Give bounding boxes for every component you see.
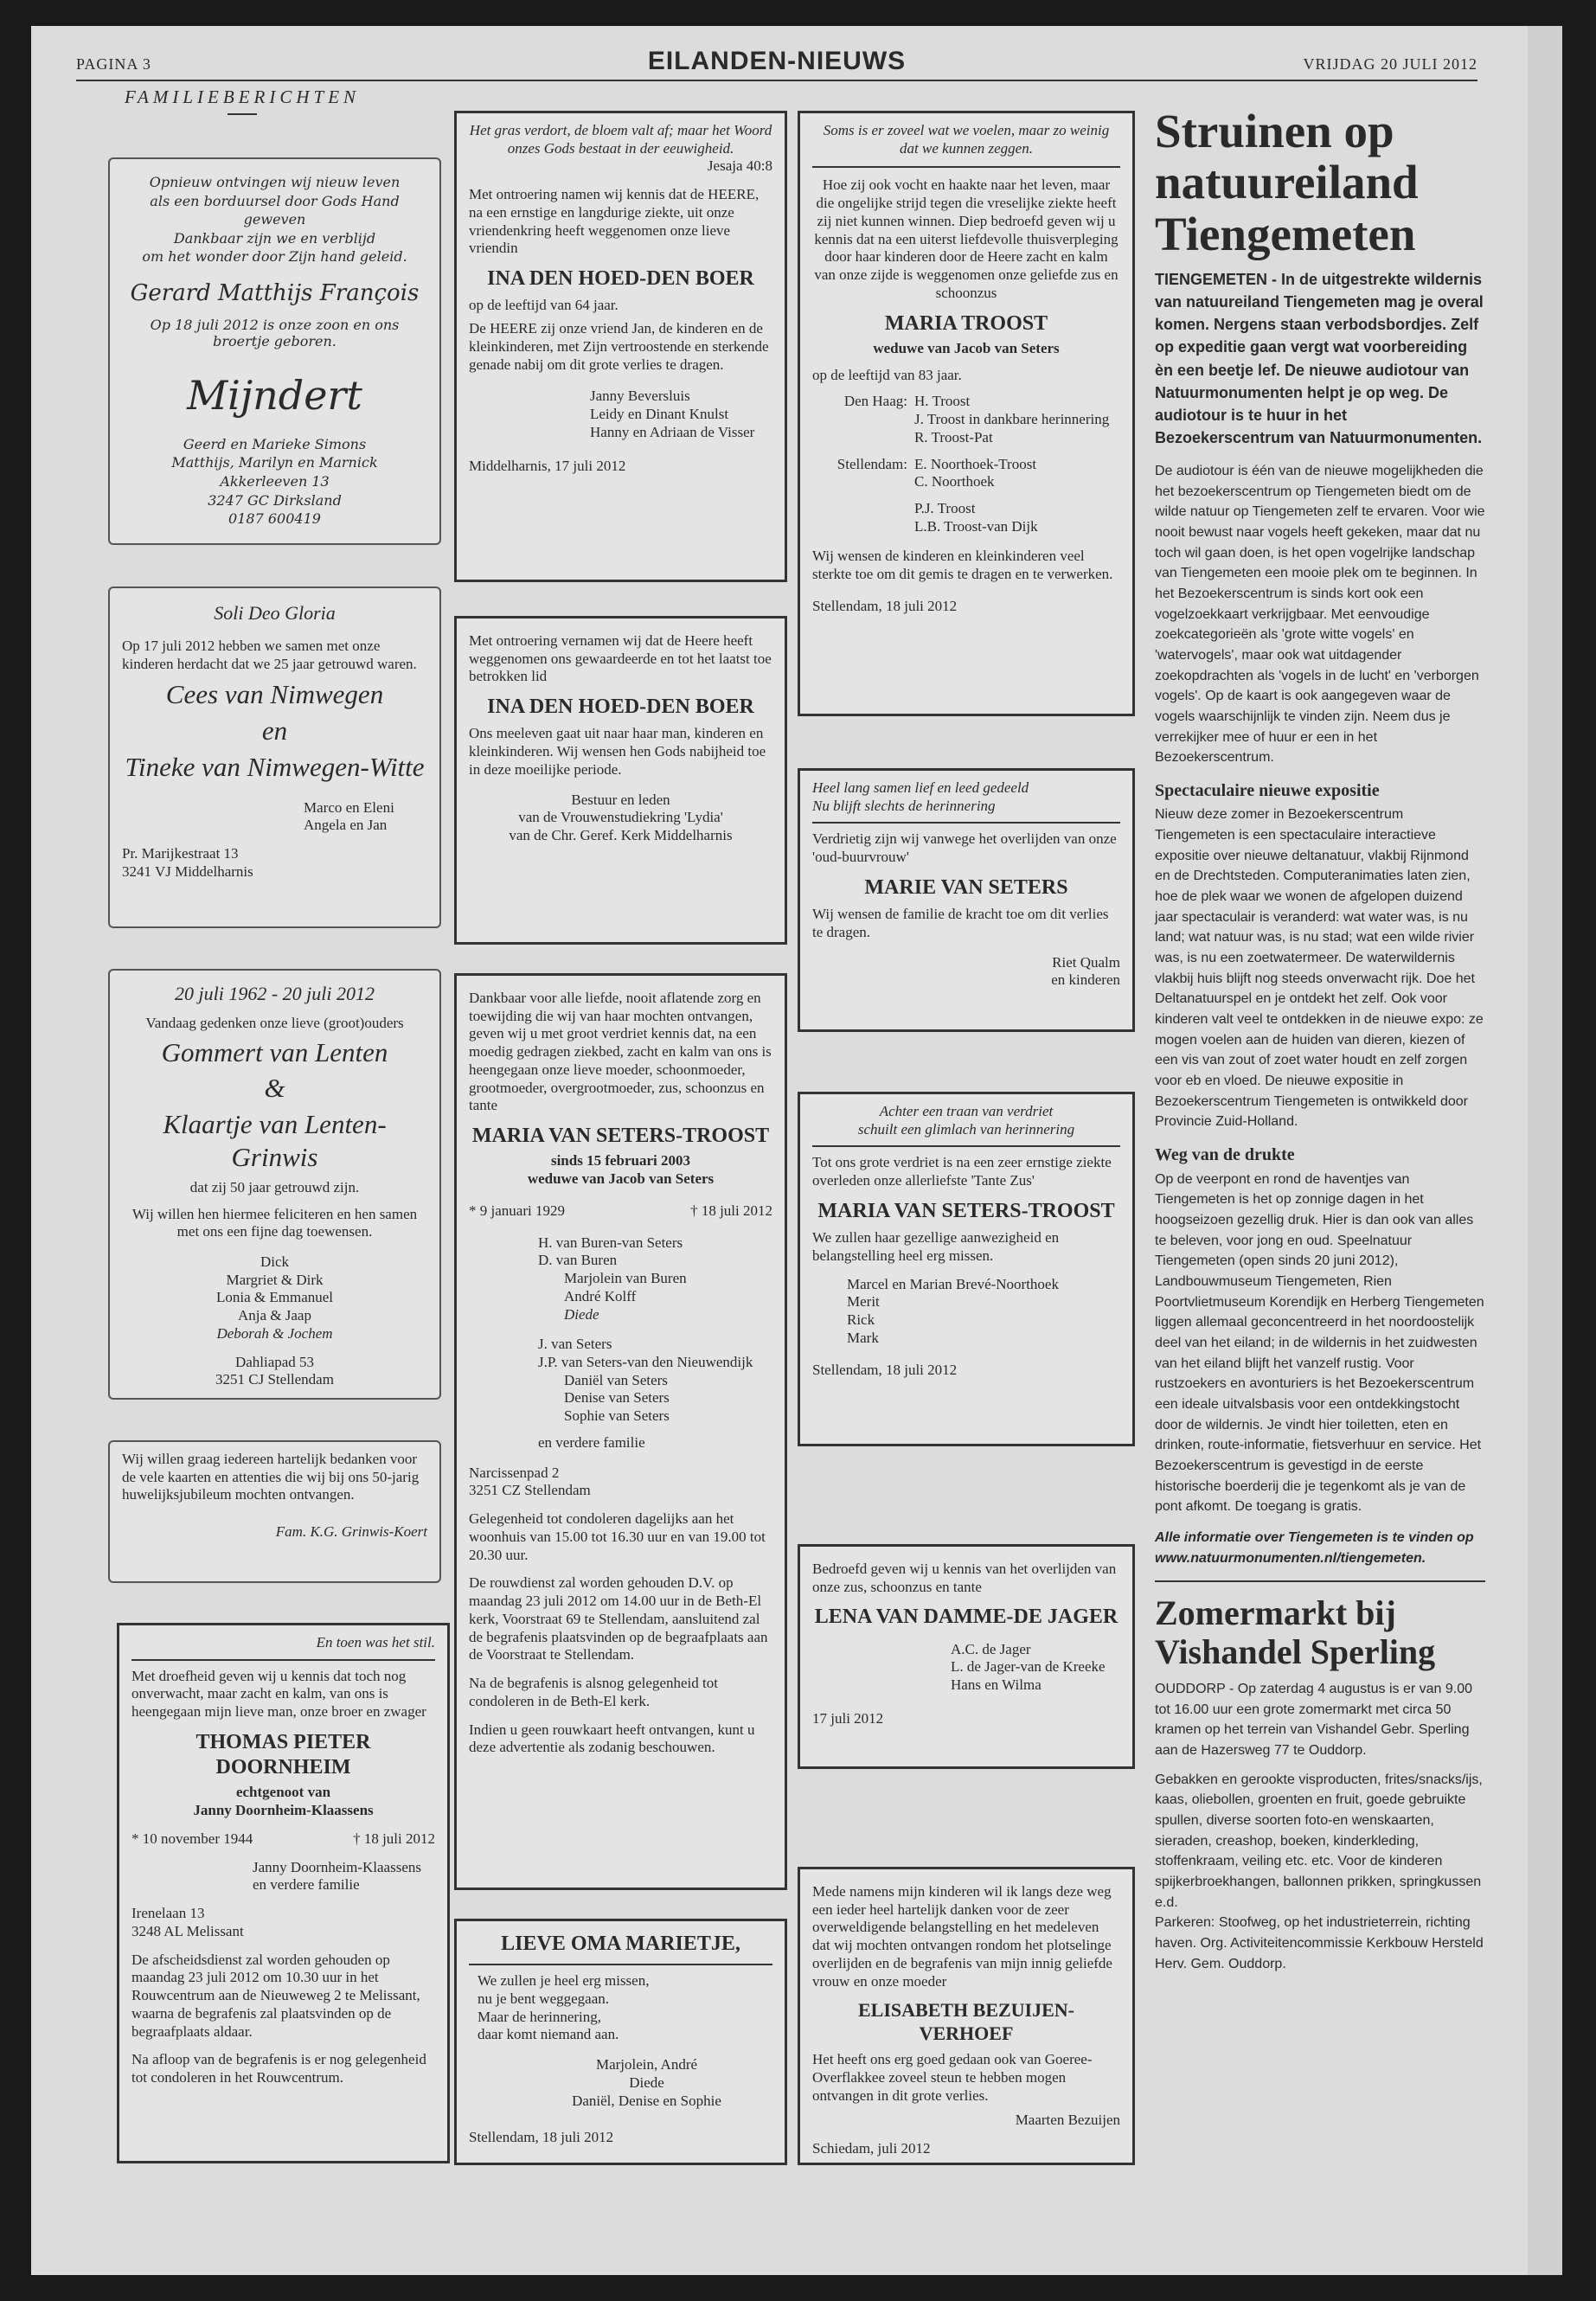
subheading: Weg van de drukte xyxy=(1155,1145,1295,1165)
article-paragraph: Parkeren: Stoofweg, op het industrieterrein, richting haven. Org. Activiteitencommissie Kerkbouw Hersteld Herv. Gem. Ouddorp. xyxy=(1155,1915,1484,1971)
article-paragraph: De audiotour is één van de nieuwe mogelijkheden die het bezoekerscentrum op Tiengemeten biedt om de wilde natuur op Tiengemeten zelf te ervaren. Voor wie nooit bewust naar vogels heeft gekeken, maar dat nu toch wil gaan doen, is het open vogelrijke landschap van Tiengemeten een mooie plek om te beginnen. In het Bezoekerscentrum is sinds kort ook een vogelzoekkaart verkrijgbaar. Met eenvoudige zoekcategorieën als 'grote witte vogels' en 'watervogels', maar ook wat uitdagender zoekopdrachten als 'vogels in de lucht' en 'verborgen vogels'. Op de kaart is ook aangegeven waar de vogels waarschijnlijk te vinden zijn. Neem dus je verrekijker mee of huur er een in het Bezoekerscentrum. xyxy=(1155,463,1485,766)
bible-quote: Het gras verdort, de bloem valt af; maar het Woord onzes Gods bestaat in der eeuwigheid. xyxy=(469,122,772,157)
condolence-info: Gelegenheid tot condoleren dagelijks aan het woonhuis van 15.00 tot 16.30 uur en van 19.00 tot 20.30 uur. xyxy=(469,1510,766,1563)
ad-text: Hoe zij ook vocht en haakte naar het leven, maar die ongelijke strijd tegen die vreselijke ziekte heeft zij niet kunnen winnen. Diep bedroefd geven wij u kennis dat na een uiterst liefdevolle thuisverpleging door haar kinderen door de Heere zacht en kalm van onze zijde is weggenomen onze geliefde zus en schoonzus xyxy=(814,176,1118,301)
quote: Soms is er zoveel wat we voelen, maar zo weinig dat we kunnen zeggen. xyxy=(823,122,1110,157)
ad-text: Mede namens mijn kinderen wil ik langs deze weg een ieder heel hartelijk danken voor de zeer overweldigende belangstelling en het medeleven dat wij mochten ontvangen rondom het plotselinge overlijden en de begrafenis van mijn innig geliefde vrouw en onze moeder xyxy=(812,1883,1112,1990)
family-line: L.B. Troost-van Dijk xyxy=(914,517,1038,535)
family-line: Anja & Jaap xyxy=(238,1307,311,1324)
article-paragraph: Nieuw deze zomer in Bezoekerscentrum Tiengemeten is een spectaculaire interactieve expositie over nieuwe deltanatuur, vlakbij Rijnmond en de Drechtsteden. Computeranimaties laten zien, hoe de plek waar we wonen de afgelopen duizend jaar spectaculair is veranderd: wat water was, is nu land; wat natuur was, is nu stad; wat een wilde rivier was, is nu een zoetwatermeer. De waterwildernis vlakbij huis blijft nog steeds onverwacht rijk. Doe het Deltanatuurspel en je ontdekt het zelf. Ook voor kinderen valt veel te ontdekken in de nieuwe expo: ze mogen voelen aan de huiden van dieren, kiezen of een vis van zout of zoet water houdt en zelf zorgen voor eb en vloed. De nieuwe expositie in Bezoekerscentrum Tiengemeten is ontwikkeld door Provincie Zuid-Holland. xyxy=(1155,807,1484,1130)
family-line: Margriet & Dirk xyxy=(226,1271,324,1288)
address-line: 3248 AL Melissant xyxy=(131,1922,244,1939)
signature: Fam. K.G. Grinwis-Koert xyxy=(275,1523,427,1541)
parents-line: Matthijs, Marilyn en Marnick xyxy=(171,454,378,471)
obituary-thomas xyxy=(117,1623,450,2163)
deceased-name: MARIE VAN SETERS xyxy=(864,875,1068,899)
motto: En toen was het stil. xyxy=(316,1634,435,1650)
obituary-lena xyxy=(798,1544,1135,1769)
address-line: 3251 CJ Stellendam xyxy=(215,1371,334,1388)
place-date: Stellendam, 18 juli 2012 xyxy=(812,1361,958,1378)
children-line: Marco en Eleni xyxy=(304,798,394,816)
family-line: J. Troost in dankbare herinnering xyxy=(914,411,1110,428)
family-line: Dick xyxy=(260,1253,290,1271)
wish: Wij willen hen hiermee feliciteren en hen samen met ons een fijne dag toewensen. xyxy=(131,1205,418,1240)
baby-full-name: Gerard Matthijs François xyxy=(130,279,420,306)
family-line: E. Noorthoek-Troost xyxy=(914,455,1037,472)
signer: Janny Beversluis xyxy=(590,388,690,405)
parents-line: Akkerleeven 13 xyxy=(220,473,330,490)
condolence-info: Na afloop van de begrafenis is er nog gelegenheid tot condoleren in het Rouwcentrum. xyxy=(131,2051,426,2086)
family-line: P.J. Troost xyxy=(914,500,976,517)
family-line: Janny Doornheim-Klaassens xyxy=(253,1858,421,1875)
date: 17 juli 2012 xyxy=(812,1709,884,1727)
note: Indien u geen rouwkaart heeft ontvangen, kunt u deze advertentie als zodanig beschouwen. xyxy=(469,1721,755,1756)
ad-title: LIEVE OMA MARIETJE, xyxy=(501,1932,740,1955)
address-line: 3241 VJ Middelharnis xyxy=(122,862,253,880)
age-line: op de leeftijd van 64 jaar. xyxy=(469,297,619,314)
connector: en xyxy=(261,715,288,747)
article-paragraph: Gebakken en gerookte visproducten, frites/snacks/ijs, kaas, oliebollen, groenten en fruit, goede gebruikte spullen, diverse soorten foto-en wenskaarten, sieraden, creashop, boeken, kinderkleding, stoffenkraam, veiling etc. etc. Voor de kinderen spijkerbroekhangen, ballonnen prikken, springkussen e.d. xyxy=(1155,1772,1483,1910)
deceased-name: ELISABETH BEZUIJEN-VERHOEF xyxy=(857,1999,1075,2045)
signature: Maarten Bezuijen xyxy=(1015,2112,1120,2129)
address-line: Irenelaan 13 xyxy=(131,1905,205,1922)
birth-date: * 9 januari 1929 xyxy=(469,1202,565,1219)
obituary-maria-troost xyxy=(798,111,1135,716)
quote-line: Heel lang samen lief en leed gedeeld xyxy=(812,779,1029,796)
signer: Daniël, Denise en Sophie xyxy=(572,2092,721,2109)
family-line: D. van Buren xyxy=(538,1252,618,1269)
ad-text: Met droefheid geven wij u kennis dat toch nog onverwacht, maar zacht en kalm, van ons is heengegaan mijn lieve man, onze broer en zwager xyxy=(131,1667,426,1721)
signer: Bestuur en leden xyxy=(571,791,670,808)
ad-text: Bedroefd geven wij u kennis van het overlijden van onze zus, schoonzus en tante xyxy=(812,1561,1117,1595)
after-info: Na de begrafenis is alsnog gelegenheid tot condoleren in de Beth-El kerk. xyxy=(469,1675,718,1709)
signer: Hans en Wilma xyxy=(951,1676,1042,1694)
wish: Wij wensen de kinderen en kleinkinderen veel sterkte toe om dit gemis te dragen en te verwerken. xyxy=(812,548,1113,583)
signer: Hanny en Adriaan de Visser xyxy=(590,423,755,440)
wish: Ons meeleven gaat uit naar haar man, kinderen en kleinkinderen. Wij wensen hen Gods nabijheid toe in deze moeilijke periode. xyxy=(469,725,766,778)
family-line: Marjolein van Buren xyxy=(564,1270,687,1287)
place-date: Stellendam, 18 juli 2012 xyxy=(812,597,958,614)
signer: Diede xyxy=(629,2073,664,2091)
article-title: Zomermarkt bij Vishandel Sperling xyxy=(1155,1593,1436,1672)
section-title: FAMILIEBERICHTEN xyxy=(76,87,408,115)
bible-reference: Jesaja 40:8 xyxy=(707,157,772,175)
deceased-name: MARIA VAN SETERS-TROOST xyxy=(817,1199,1115,1222)
signer: Merit xyxy=(847,1293,880,1311)
poem-line: Opnieuw ontvingen wij nieuw leven xyxy=(149,174,401,190)
page-edge xyxy=(1528,26,1562,2275)
signer: Marjolein, André xyxy=(595,2056,698,2073)
anniversary-dates: 20 juli 1962 - 20 juli 2012 xyxy=(175,983,375,1004)
poem-line: om het wonder door Zijn hand geleid. xyxy=(142,248,407,266)
wish: We zullen haar gezellige aanwezigheid en belangstelling heel erg missen. xyxy=(812,1229,1060,1264)
deceased-name: LENA VAN DAMME-DE JAGER xyxy=(814,1606,1118,1629)
wish: Wij wensen de familie de kracht toe om dit verlies te dragen. xyxy=(812,906,1109,940)
obituary-ina-friends xyxy=(454,111,787,582)
deceased-name: INA DEN HOED-DEN BOER xyxy=(487,267,754,291)
poem-line: Dankbaar zijn we en verblijd xyxy=(173,229,376,247)
ad-intro: Vandaag gedenken onze lieve (groot)ouders xyxy=(145,1014,404,1031)
article-lead: TIENGEMETEN - In de uitgestrekte wildernis van natuureiland Tiengemeten mag je overal komen. Nergens staan verbodsbordjes. Zelf op expeditie gaan vergt wat voorbereiding èn een beetje lef. De nieuwe audiotour van Natuurmonumenten helpt je op weg. De audiotour is te huur in het Bezoekerscentrum van Natuurmonumenten. xyxy=(1155,271,1484,446)
ad-text: Tot ons grote verdriet is na een zeer ernstige ziekte overleden onze allerliefste 'Tante Zus' xyxy=(812,1154,1112,1189)
issue-date: VRIJDAG 20 JULI 2012 xyxy=(1303,55,1477,73)
article-paragraph: Op de veerpont en rond de haventjes van Tiengemeten is het op zonnige dagen in het hoogseizoen gezellig druk. Hier is dan ook van alles te beleven, voor jong en oud. Speelnatuur Tiengemeten (open sinds 20 juni 2012), Landbouwmuseum Tiengemeten, Rien Poortvlietmuseum Korendijk en Herberg Tiengemeten liggen allemaal geconcentreerd in het noordoostelijk deel van het eiland; in de wildernis in het zuidwesten van het eiland blijft het vanzelf rustig. Voor rustzoekers en avonturiers is het Bezoekerscentrum een ideale uitvalsbasis voor een ontdekkingstocht door de wildernis. Je vindt hier toiletten, eten en drinken, route-informatie, fietsverhuur en service. Het Bezoekerscentrum is gevestigd in de eerste historische boerderij die je tegenkomt als je van de pont afkomt. De toegang is gratis. xyxy=(1155,1171,1484,1515)
signer: L. de Jager-van de Kreeke xyxy=(951,1658,1106,1676)
sub-line: weduwe van Jacob van Seters xyxy=(527,1170,715,1188)
ad-text: Verdrietig zijn wij vanwege het overlijden van onze 'oud-buurvrouw' xyxy=(812,830,1117,866)
quote-line: Nu blijft slechts de herinnering xyxy=(812,797,996,814)
sub-line: sinds 15 februari 2003 xyxy=(550,1152,691,1170)
obituary-tante-zus xyxy=(798,1092,1135,1446)
family-line: J.P. van Seters-van den Nieuwendijk xyxy=(538,1354,753,1371)
signer: van de Vrouwenstudiekring 'Lydia' xyxy=(518,809,723,826)
wish: De HEERE zij onze vriend Jan, de kinderen en de kleinkinderen, met Zijn vertroostende en sterkende genade nabij om dit grote verlies te dragen. xyxy=(469,320,769,373)
signer: en kinderen xyxy=(1051,971,1120,989)
parents-line: 0187 600419 xyxy=(228,510,321,528)
ad-text-2: Het heeft ons erg goed gedaan ook van Goeree-Overflakkee zoveel steun te hebben mogen ontvangen in dit grote verlies. xyxy=(812,2051,1093,2104)
place-date: Schiedam, juli 2012 xyxy=(812,2140,931,2157)
connector: & xyxy=(264,1073,285,1104)
signer: Mark xyxy=(847,1329,879,1346)
parents-line: 3247 GC Dirksland xyxy=(208,491,342,509)
birth-date: * 10 november 1944 xyxy=(131,1830,253,1847)
ad-text: Wij willen graag iedereen hartelijk bedanken voor de vele kaarten en attenties die wij bij ons 50-jarig huwelijksjubileum mochten ontvangen. xyxy=(122,1451,420,1503)
poem-line: daar komt niemand aan. xyxy=(478,2026,619,2043)
place-date: Stellendam, 18 juli 2012 xyxy=(469,2129,614,2146)
page-number: PAGINA 3 xyxy=(76,55,151,73)
oma-marietje-ad xyxy=(454,1919,787,2165)
obituary-ina-lydia xyxy=(454,616,787,945)
death-date: † 18 juli 2012 xyxy=(690,1202,772,1219)
family-place: Den Haag: xyxy=(843,393,907,410)
page-header xyxy=(76,45,1477,81)
anniversary-25-ad xyxy=(108,586,441,928)
poem-line: We zullen je heel erg missen, xyxy=(478,1972,650,1990)
family-line: en verdere familie xyxy=(538,1433,645,1451)
children-line: Angela en Jan xyxy=(304,817,388,834)
masthead: EILANDEN-NIEUWS xyxy=(647,47,907,75)
spouse-line: echtgenoot van xyxy=(235,1784,331,1801)
quote-line: schuilt een glimlach van herinnering xyxy=(857,1120,1075,1138)
name-wife: Tineke van Nimwegen-Witte xyxy=(125,751,425,782)
sub-line: weduwe van Jacob van Seters xyxy=(873,339,1060,356)
family-line: R. Troost-Pat xyxy=(914,428,993,445)
ad-text: Met ontroering namen wij kennis dat de HEERE, na een ernstige en langdurige ziekte, uit onze vriendenkring heeft weggenomen onze lieve vriendin xyxy=(469,186,760,257)
years-married: dat zij 50 jaar getrouwd zijn. xyxy=(189,1178,360,1195)
family-line: C. Noorthoek xyxy=(914,473,995,490)
poem-line: als een borduursel door Gods Hand geweven xyxy=(150,192,400,228)
birth-announcement xyxy=(108,157,441,545)
thank-you-elisabeth xyxy=(798,1867,1135,2165)
signer: Leidy en Dinant Knulst xyxy=(590,406,729,423)
family-place: Stellendam: xyxy=(836,455,907,472)
article-tiengemeten xyxy=(1155,106,1485,1974)
signer: Marcel en Marian Brevé-Noorthoek xyxy=(847,1275,1059,1292)
thank-you-ad xyxy=(108,1440,441,1583)
quote-line: Achter een traan van verdriet xyxy=(879,1103,1054,1119)
address-line: Narcissenpad 2 xyxy=(469,1464,560,1481)
family-line: J. van Seters xyxy=(538,1336,612,1353)
family-line: André Kolff xyxy=(564,1287,637,1304)
motto: Soli Deo Gloria xyxy=(214,602,336,624)
signer: Rick xyxy=(847,1311,875,1329)
signer: A.C. de Jager xyxy=(951,1640,1031,1657)
deceased-name: THOMAS PIETER DOORNHEIM xyxy=(195,1730,371,1779)
service-info: De rouwdienst zal worden gehouden D.V. op maandag 23 juli 2012 om 14.00 uur in de Beth-El kerk, Voorstraat 69 te Stellendam, aansluitend zal de begrafenis plaatsvinden op de begraafplaats aan de Voorstraat te Stellendam. xyxy=(469,1574,768,1663)
family-line: H. Troost xyxy=(914,393,971,410)
family-line: H. van Buren-van Seters xyxy=(538,1234,683,1251)
family-line: Lonia & Emmanuel xyxy=(215,1289,334,1306)
place-date: Middelharnis, 17 juli 2012 xyxy=(469,457,626,474)
subheading: Spectaculaire nieuwe expositie xyxy=(1155,781,1380,800)
signer: van de Chr. Geref. Kerk Middelharnis xyxy=(509,827,733,844)
address-line: Pr. Marijkestraat 13 xyxy=(122,845,239,862)
family-line: Deborah & Jochem xyxy=(216,1324,333,1342)
ad-text: Met ontroering vernamen wij dat de Heere heeft weggenomen ons gewaardeerde en tot het laatst toe betrokken lid xyxy=(469,632,772,685)
anniversary-50-ad xyxy=(108,969,441,1400)
birth-text: Op 18 juli 2012 is onze zoon en ons broertje geboren. xyxy=(150,316,400,350)
family-line: Daniël van Seters xyxy=(564,1371,668,1388)
family-line: en verdere familie xyxy=(253,1876,360,1894)
name-wife: Klaartje van Lenten-Grinwis xyxy=(163,1109,387,1172)
spouse-line: Janny Doornheim-Klaassens xyxy=(193,1802,374,1819)
obituary-maria-family xyxy=(454,973,787,1890)
article-title: Struinen op natuureiland Tiengemeten xyxy=(1155,105,1419,260)
service-info: De afscheidsdienst zal worden gehouden op maandag 23 juli 2012 om 10.30 uur in het Rouwcentrum aan de Nieuweweg 2 te Melissant, waarna de begrafenis zal plaatsvinden op de begraafplaats aldaar. xyxy=(131,1951,420,2040)
address-line: 3251 CZ Stellendam xyxy=(469,1482,591,1499)
parents-line: Geerd en Marieke Simons xyxy=(183,435,367,452)
family-line: Sophie van Seters xyxy=(564,1407,670,1425)
poem-line: Maar de herinnering, xyxy=(478,2008,602,2025)
deceased-name: INA DEN HOED-DEN BOER xyxy=(487,695,754,719)
baby-call-name: Mijndert xyxy=(187,371,362,419)
deceased-name: MARIA TROOST xyxy=(884,311,1048,335)
family-line: Denise van Seters xyxy=(564,1389,670,1407)
deceased-name: MARIA VAN SETERS-TROOST xyxy=(471,1125,770,1148)
age-line: op de leeftijd van 83 jaar. xyxy=(812,366,962,383)
death-date: † 18 juli 2012 xyxy=(353,1830,435,1847)
signer: Riet Qualm xyxy=(1052,953,1120,971)
family-line: Diede xyxy=(564,1305,599,1323)
article-note: Alle informatie over Tiengemeten is te vinden op www.natuurmonumenten.nl/tiengemeten. xyxy=(1155,1529,1474,1566)
family-place xyxy=(812,500,914,535)
ad-text: Dankbaar voor alle liefde, nooit aflatende zorg en toewijding die wij van haar mochten ontvangen, geven wij u met groot verdriet kennis dat, na een moedig gedragen ziekbed, zacht en kalm van ons is heengegaan onze lieve moeder, schoonmoeder, grootmoeder, overgrootmoeder, zus, schoonzus en tante xyxy=(469,990,772,1114)
address-line: Dahliapad 53 xyxy=(234,1353,315,1370)
poem-line: nu je bent weggegaan. xyxy=(478,1990,609,2007)
name-husband: Gommert van Lenten xyxy=(161,1036,388,1067)
article-paragraph: OUDDORP - Op zaterdag 4 augustus is er van 9.00 tot 16.00 uur een grote zomermarkt met circa 50 kramen op het terrein van Vishandel Gebr. Sperling aan de Hazersweg 77 te Ouddorp. xyxy=(1155,1681,1472,1758)
obituary-marie xyxy=(798,768,1135,1032)
ad-text: Op 17 juli 2012 hebben we samen met onze kinderen herdacht dat we 25 jaar getrouwd waren. xyxy=(122,637,417,672)
name-husband: Cees van Nimwegen xyxy=(165,679,384,710)
